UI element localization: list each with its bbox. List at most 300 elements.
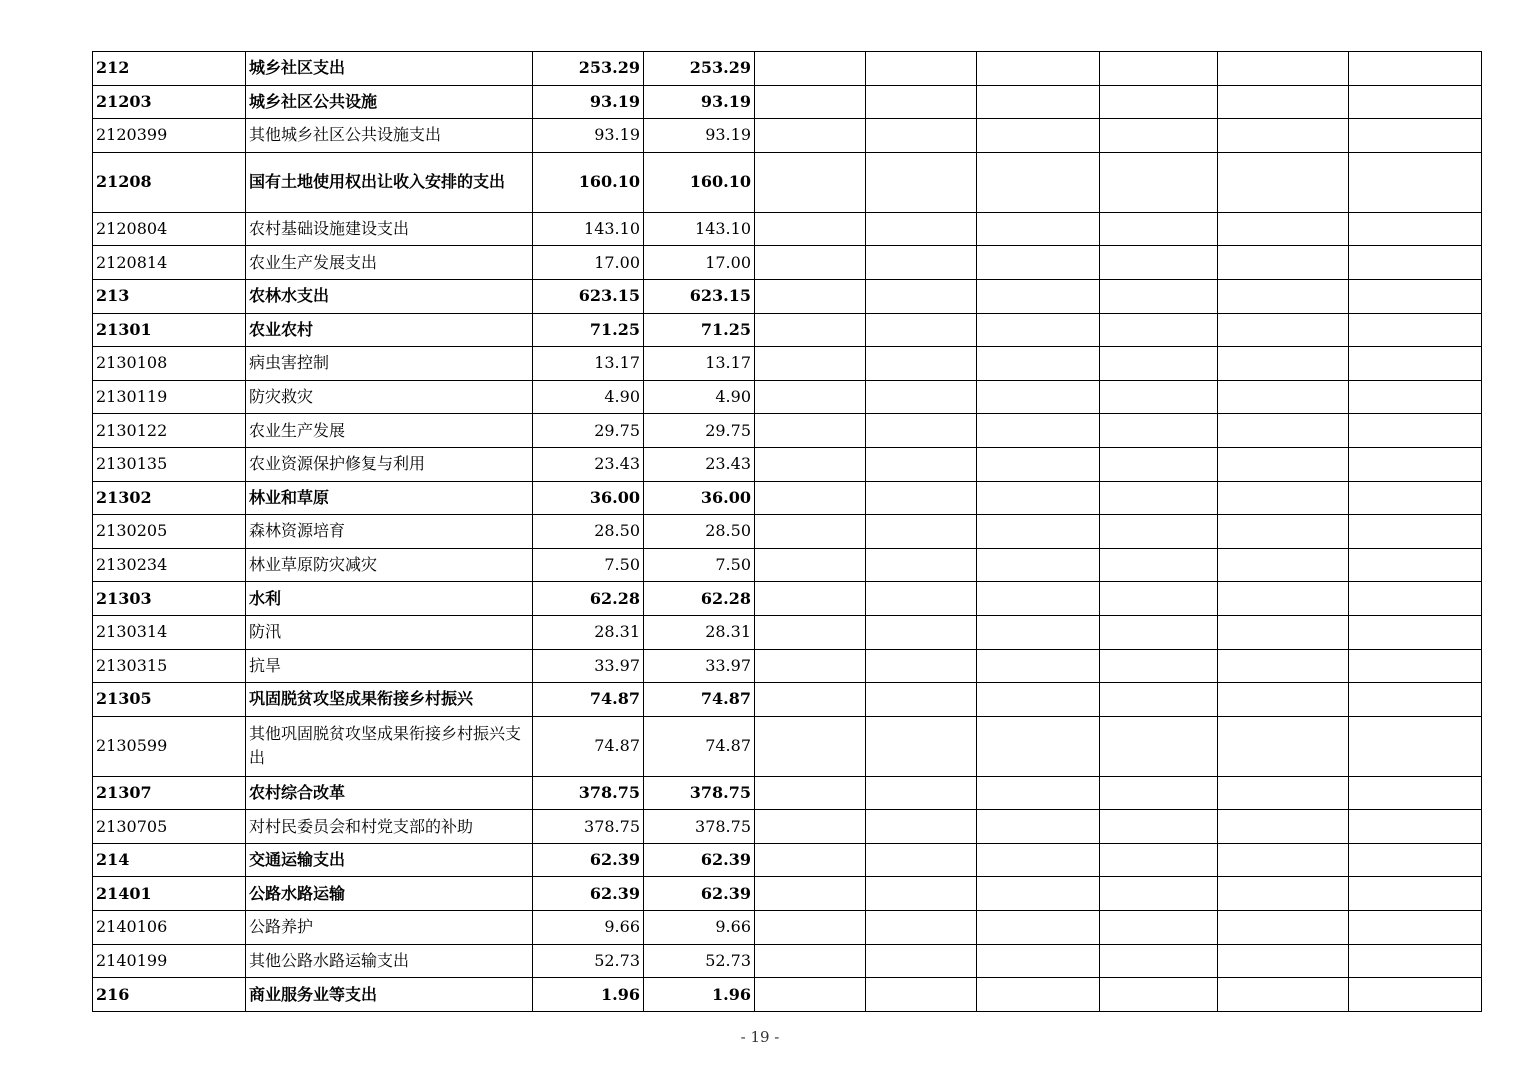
empty-cell bbox=[1218, 548, 1349, 582]
empty-cell bbox=[1100, 716, 1218, 776]
empty-cell bbox=[977, 481, 1100, 515]
table-row bbox=[93, 548, 1482, 582]
empty-cell bbox=[866, 85, 977, 119]
row-value-cell: 74.87 bbox=[533, 683, 644, 717]
empty-cell bbox=[977, 279, 1100, 313]
row-value-cell: 28.50 bbox=[533, 515, 644, 549]
empty-cell bbox=[1218, 347, 1349, 381]
table-row bbox=[93, 246, 1482, 280]
budget-table bbox=[92, 51, 1482, 1012]
empty-cell bbox=[1349, 119, 1482, 153]
empty-cell bbox=[977, 810, 1100, 844]
row-code-cell: 2130234 bbox=[93, 548, 246, 582]
empty-cell bbox=[866, 313, 977, 347]
row-name-cell: 巩固脱贫攻坚成果衔接乡村振兴 bbox=[246, 683, 533, 717]
empty-cell bbox=[1218, 481, 1349, 515]
empty-cell bbox=[977, 843, 1100, 877]
empty-cell bbox=[1218, 716, 1349, 776]
row-code-cell: 21203 bbox=[93, 85, 246, 119]
empty-cell bbox=[866, 212, 977, 246]
row-code-cell: 2130705 bbox=[93, 810, 246, 844]
empty-cell bbox=[1349, 716, 1482, 776]
empty-cell bbox=[1349, 279, 1482, 313]
row-value-cell: 7.50 bbox=[644, 548, 755, 582]
empty-cell bbox=[755, 843, 866, 877]
empty-cell bbox=[1218, 683, 1349, 717]
empty-cell bbox=[866, 414, 977, 448]
empty-cell bbox=[1218, 877, 1349, 911]
empty-cell bbox=[1218, 313, 1349, 347]
row-name-cell: 农业农村 bbox=[246, 313, 533, 347]
empty-cell bbox=[866, 683, 977, 717]
empty-cell bbox=[977, 85, 1100, 119]
table-row bbox=[93, 582, 1482, 616]
empty-cell bbox=[755, 347, 866, 381]
empty-cell bbox=[1218, 911, 1349, 945]
row-value-cell: 253.29 bbox=[644, 52, 755, 86]
row-code-cell: 2130599 bbox=[93, 716, 246, 776]
empty-cell bbox=[1349, 615, 1482, 649]
row-name-cell: 农林水支出 bbox=[246, 279, 533, 313]
row-value-cell: 4.90 bbox=[644, 380, 755, 414]
empty-cell bbox=[755, 776, 866, 810]
empty-cell bbox=[866, 978, 977, 1012]
empty-cell bbox=[866, 152, 977, 212]
empty-cell bbox=[1349, 152, 1482, 212]
empty-cell bbox=[977, 246, 1100, 280]
row-code-cell: 216 bbox=[93, 978, 246, 1012]
row-value-cell: 29.75 bbox=[533, 414, 644, 448]
row-value-cell: 7.50 bbox=[533, 548, 644, 582]
row-value-cell: 74.87 bbox=[644, 716, 755, 776]
empty-cell bbox=[1349, 246, 1482, 280]
empty-cell bbox=[1218, 85, 1349, 119]
empty-cell bbox=[755, 978, 866, 1012]
row-value-cell: 33.97 bbox=[644, 649, 755, 683]
row-value-cell: 33.97 bbox=[533, 649, 644, 683]
row-code-cell: 21401 bbox=[93, 877, 246, 911]
row-code-cell: 2120399 bbox=[93, 119, 246, 153]
row-code-cell: 2130314 bbox=[93, 615, 246, 649]
empty-cell bbox=[755, 152, 866, 212]
row-value-cell: 253.29 bbox=[533, 52, 644, 86]
row-value-cell: 13.17 bbox=[644, 347, 755, 381]
row-value-cell: 62.39 bbox=[644, 843, 755, 877]
empty-cell bbox=[1218, 119, 1349, 153]
empty-cell bbox=[755, 548, 866, 582]
empty-cell bbox=[1349, 414, 1482, 448]
row-value-cell: 28.31 bbox=[644, 615, 755, 649]
row-value-cell: 378.75 bbox=[644, 810, 755, 844]
empty-cell bbox=[1218, 776, 1349, 810]
empty-cell bbox=[1218, 649, 1349, 683]
empty-cell bbox=[866, 548, 977, 582]
empty-cell bbox=[755, 246, 866, 280]
row-value-cell: 62.39 bbox=[533, 877, 644, 911]
row-code-cell: 2130119 bbox=[93, 380, 246, 414]
row-name-cell: 抗旱 bbox=[246, 649, 533, 683]
row-name-cell: 公路水路运输 bbox=[246, 877, 533, 911]
empty-cell bbox=[977, 615, 1100, 649]
empty-cell bbox=[1100, 911, 1218, 945]
empty-cell bbox=[1349, 776, 1482, 810]
page-number: - 19 - bbox=[740, 1028, 780, 1046]
empty-cell bbox=[977, 548, 1100, 582]
empty-cell bbox=[1349, 843, 1482, 877]
row-value-cell: 62.39 bbox=[644, 877, 755, 911]
empty-cell bbox=[977, 978, 1100, 1012]
empty-cell bbox=[1100, 447, 1218, 481]
row-code-cell: 2130315 bbox=[93, 649, 246, 683]
table-row bbox=[93, 152, 1482, 212]
row-value-cell: 378.75 bbox=[533, 776, 644, 810]
row-code-cell: 21307 bbox=[93, 776, 246, 810]
row-value-cell: 623.15 bbox=[644, 279, 755, 313]
empty-cell bbox=[1100, 85, 1218, 119]
row-value-cell: 160.10 bbox=[644, 152, 755, 212]
empty-cell bbox=[977, 347, 1100, 381]
empty-cell bbox=[1100, 119, 1218, 153]
row-name-cell: 水利 bbox=[246, 582, 533, 616]
empty-cell bbox=[1218, 246, 1349, 280]
empty-cell bbox=[1100, 810, 1218, 844]
row-name-cell: 交通运输支出 bbox=[246, 843, 533, 877]
empty-cell bbox=[1100, 481, 1218, 515]
row-value-cell: 71.25 bbox=[533, 313, 644, 347]
row-value-cell: 1.96 bbox=[533, 978, 644, 1012]
empty-cell bbox=[866, 776, 977, 810]
empty-cell bbox=[866, 944, 977, 978]
empty-cell bbox=[755, 877, 866, 911]
empty-cell bbox=[977, 877, 1100, 911]
row-value-cell: 36.00 bbox=[644, 481, 755, 515]
row-code-cell: 2130135 bbox=[93, 447, 246, 481]
empty-cell bbox=[977, 944, 1100, 978]
row-name-cell: 防汛 bbox=[246, 615, 533, 649]
empty-cell bbox=[755, 212, 866, 246]
empty-cell bbox=[977, 649, 1100, 683]
row-code-cell: 2140106 bbox=[93, 911, 246, 945]
row-name-cell: 森林资源培育 bbox=[246, 515, 533, 549]
empty-cell bbox=[755, 52, 866, 86]
table-row bbox=[93, 119, 1482, 153]
row-value-cell: 9.66 bbox=[644, 911, 755, 945]
empty-cell bbox=[755, 810, 866, 844]
empty-cell bbox=[1100, 683, 1218, 717]
table-row bbox=[93, 716, 1482, 776]
row-name-cell: 农村基础设施建设支出 bbox=[246, 212, 533, 246]
row-name-cell: 国有土地使用权出让收入安排的支出 bbox=[246, 152, 533, 212]
empty-cell bbox=[1218, 944, 1349, 978]
empty-cell bbox=[1349, 212, 1482, 246]
table-body bbox=[93, 52, 1482, 1012]
empty-cell bbox=[1218, 978, 1349, 1012]
row-value-cell: 17.00 bbox=[644, 246, 755, 280]
empty-cell bbox=[1218, 810, 1349, 844]
table-row bbox=[93, 843, 1482, 877]
row-value-cell: 13.17 bbox=[533, 347, 644, 381]
empty-cell bbox=[1100, 649, 1218, 683]
empty-cell bbox=[977, 582, 1100, 616]
empty-cell bbox=[977, 911, 1100, 945]
empty-cell bbox=[866, 246, 977, 280]
row-value-cell: 62.28 bbox=[533, 582, 644, 616]
row-code-cell: 2120814 bbox=[93, 246, 246, 280]
row-code-cell: 21302 bbox=[93, 481, 246, 515]
empty-cell bbox=[866, 810, 977, 844]
empty-cell bbox=[1218, 843, 1349, 877]
empty-cell bbox=[1100, 279, 1218, 313]
empty-cell bbox=[866, 119, 977, 153]
empty-cell bbox=[1100, 548, 1218, 582]
empty-cell bbox=[977, 716, 1100, 776]
empty-cell bbox=[1218, 414, 1349, 448]
empty-cell bbox=[1218, 582, 1349, 616]
table-row bbox=[93, 615, 1482, 649]
row-code-cell: 21305 bbox=[93, 683, 246, 717]
row-value-cell: 29.75 bbox=[644, 414, 755, 448]
row-value-cell: 4.90 bbox=[533, 380, 644, 414]
empty-cell bbox=[866, 843, 977, 877]
empty-cell bbox=[1218, 152, 1349, 212]
row-value-cell: 17.00 bbox=[533, 246, 644, 280]
empty-cell bbox=[866, 716, 977, 776]
empty-cell bbox=[1100, 978, 1218, 1012]
empty-cell bbox=[755, 481, 866, 515]
empty-cell bbox=[1349, 347, 1482, 381]
empty-cell bbox=[866, 52, 977, 86]
row-value-cell: 28.31 bbox=[533, 615, 644, 649]
row-name-cell: 防灾救灾 bbox=[246, 380, 533, 414]
table-row bbox=[93, 347, 1482, 381]
table-row bbox=[93, 212, 1482, 246]
row-code-cell: 21301 bbox=[93, 313, 246, 347]
empty-cell bbox=[1100, 414, 1218, 448]
empty-cell bbox=[1349, 313, 1482, 347]
empty-cell bbox=[1218, 52, 1349, 86]
empty-cell bbox=[1100, 246, 1218, 280]
row-value-cell: 378.75 bbox=[533, 810, 644, 844]
empty-cell bbox=[1100, 944, 1218, 978]
empty-cell bbox=[977, 414, 1100, 448]
table-row bbox=[93, 313, 1482, 347]
empty-cell bbox=[1218, 615, 1349, 649]
empty-cell bbox=[755, 279, 866, 313]
empty-cell bbox=[755, 414, 866, 448]
empty-cell bbox=[866, 481, 977, 515]
row-value-cell: 71.25 bbox=[644, 313, 755, 347]
row-name-cell: 商业服务业等支出 bbox=[246, 978, 533, 1012]
table-row bbox=[93, 414, 1482, 448]
row-value-cell: 143.10 bbox=[644, 212, 755, 246]
table-row bbox=[93, 447, 1482, 481]
table-row bbox=[93, 52, 1482, 86]
empty-cell bbox=[1349, 380, 1482, 414]
row-value-cell: 52.73 bbox=[533, 944, 644, 978]
empty-cell bbox=[755, 649, 866, 683]
empty-cell bbox=[866, 649, 977, 683]
row-code-cell: 2120804 bbox=[93, 212, 246, 246]
row-name-cell: 病虫害控制 bbox=[246, 347, 533, 381]
empty-cell bbox=[1100, 843, 1218, 877]
row-value-cell: 23.43 bbox=[533, 447, 644, 481]
empty-cell bbox=[977, 447, 1100, 481]
empty-cell bbox=[1100, 152, 1218, 212]
table-row bbox=[93, 279, 1482, 313]
row-name-cell: 农村综合改革 bbox=[246, 776, 533, 810]
table-row bbox=[93, 877, 1482, 911]
row-value-cell: 62.39 bbox=[533, 843, 644, 877]
empty-cell bbox=[866, 279, 977, 313]
row-name-cell: 林业草原防灾减灾 bbox=[246, 548, 533, 582]
row-code-cell: 21303 bbox=[93, 582, 246, 616]
empty-cell bbox=[977, 52, 1100, 86]
empty-cell bbox=[1349, 52, 1482, 86]
row-name-cell: 其他巩固脱贫攻坚成果衔接乡村振兴支出 bbox=[246, 716, 533, 776]
empty-cell bbox=[977, 313, 1100, 347]
row-value-cell: 1.96 bbox=[644, 978, 755, 1012]
table-row bbox=[93, 649, 1482, 683]
row-name-cell: 农业资源保护修复与利用 bbox=[246, 447, 533, 481]
empty-cell bbox=[977, 515, 1100, 549]
empty-cell bbox=[977, 776, 1100, 810]
empty-cell bbox=[1218, 279, 1349, 313]
table-row bbox=[93, 810, 1482, 844]
row-code-cell: 213 bbox=[93, 279, 246, 313]
row-value-cell: 74.87 bbox=[533, 716, 644, 776]
empty-cell bbox=[977, 683, 1100, 717]
row-name-cell: 农业生产发展支出 bbox=[246, 246, 533, 280]
row-value-cell: 28.50 bbox=[644, 515, 755, 549]
row-name-cell: 对村民委员会和村党支部的补助 bbox=[246, 810, 533, 844]
empty-cell bbox=[755, 911, 866, 945]
row-code-cell: 2140199 bbox=[93, 944, 246, 978]
row-value-cell: 93.19 bbox=[533, 119, 644, 153]
empty-cell bbox=[977, 152, 1100, 212]
empty-cell bbox=[1218, 515, 1349, 549]
row-name-cell: 城乡社区支出 bbox=[246, 52, 533, 86]
row-value-cell: 23.43 bbox=[644, 447, 755, 481]
row-name-cell: 其他公路水路运输支出 bbox=[246, 944, 533, 978]
empty-cell bbox=[1218, 212, 1349, 246]
row-value-cell: 623.15 bbox=[533, 279, 644, 313]
empty-cell bbox=[866, 515, 977, 549]
empty-cell bbox=[1349, 85, 1482, 119]
empty-cell bbox=[755, 313, 866, 347]
empty-cell bbox=[1349, 447, 1482, 481]
empty-cell bbox=[1100, 212, 1218, 246]
empty-cell bbox=[1100, 380, 1218, 414]
table-row bbox=[93, 380, 1482, 414]
table-row bbox=[93, 481, 1482, 515]
empty-cell bbox=[1349, 649, 1482, 683]
row-name-cell: 农业生产发展 bbox=[246, 414, 533, 448]
table-row bbox=[93, 776, 1482, 810]
empty-cell bbox=[866, 347, 977, 381]
row-code-cell: 21208 bbox=[93, 152, 246, 212]
empty-cell bbox=[1100, 582, 1218, 616]
row-value-cell: 62.28 bbox=[644, 582, 755, 616]
empty-cell bbox=[1100, 347, 1218, 381]
empty-cell bbox=[866, 877, 977, 911]
empty-cell bbox=[755, 683, 866, 717]
empty-cell bbox=[1218, 380, 1349, 414]
empty-cell bbox=[1100, 515, 1218, 549]
table-row bbox=[93, 515, 1482, 549]
empty-cell bbox=[1349, 944, 1482, 978]
row-code-cell: 2130108 bbox=[93, 347, 246, 381]
empty-cell bbox=[755, 447, 866, 481]
row-value-cell: 93.19 bbox=[533, 85, 644, 119]
row-value-cell: 93.19 bbox=[644, 85, 755, 119]
empty-cell bbox=[1349, 515, 1482, 549]
empty-cell bbox=[755, 944, 866, 978]
empty-cell bbox=[755, 380, 866, 414]
row-value-cell: 74.87 bbox=[644, 683, 755, 717]
row-name-cell: 林业和草原 bbox=[246, 481, 533, 515]
table-row bbox=[93, 978, 1482, 1012]
empty-cell bbox=[866, 615, 977, 649]
row-value-cell: 36.00 bbox=[533, 481, 644, 515]
table-row bbox=[93, 85, 1482, 119]
row-value-cell: 160.10 bbox=[533, 152, 644, 212]
row-code-cell: 214 bbox=[93, 843, 246, 877]
row-value-cell: 93.19 bbox=[644, 119, 755, 153]
row-name-cell: 城乡社区公共设施 bbox=[246, 85, 533, 119]
empty-cell bbox=[866, 380, 977, 414]
empty-cell bbox=[977, 380, 1100, 414]
empty-cell bbox=[1349, 683, 1482, 717]
row-value-cell: 52.73 bbox=[644, 944, 755, 978]
empty-cell bbox=[755, 716, 866, 776]
table-row bbox=[93, 911, 1482, 945]
row-name-cell: 公路养护 bbox=[246, 911, 533, 945]
table-row bbox=[93, 944, 1482, 978]
row-code-cell: 2130205 bbox=[93, 515, 246, 549]
table-row bbox=[93, 683, 1482, 717]
empty-cell bbox=[755, 119, 866, 153]
empty-cell bbox=[1349, 877, 1482, 911]
row-name-cell: 其他城乡社区公共设施支出 bbox=[246, 119, 533, 153]
empty-cell bbox=[866, 582, 977, 616]
empty-cell bbox=[1349, 548, 1482, 582]
empty-cell bbox=[1349, 911, 1482, 945]
empty-cell bbox=[1349, 582, 1482, 616]
empty-cell bbox=[1349, 810, 1482, 844]
empty-cell bbox=[755, 515, 866, 549]
empty-cell bbox=[1100, 52, 1218, 86]
empty-cell bbox=[1100, 776, 1218, 810]
empty-cell bbox=[1218, 447, 1349, 481]
empty-cell bbox=[755, 615, 866, 649]
empty-cell bbox=[1349, 978, 1482, 1012]
row-code-cell: 2130122 bbox=[93, 414, 246, 448]
row-code-cell: 212 bbox=[93, 52, 246, 86]
empty-cell bbox=[755, 582, 866, 616]
empty-cell bbox=[866, 911, 977, 945]
empty-cell bbox=[1100, 313, 1218, 347]
row-value-cell: 9.66 bbox=[533, 911, 644, 945]
empty-cell bbox=[977, 119, 1100, 153]
empty-cell bbox=[977, 212, 1100, 246]
row-value-cell: 378.75 bbox=[644, 776, 755, 810]
empty-cell bbox=[1100, 877, 1218, 911]
empty-cell bbox=[1100, 615, 1218, 649]
empty-cell bbox=[1349, 481, 1482, 515]
row-value-cell: 143.10 bbox=[533, 212, 644, 246]
empty-cell bbox=[755, 85, 866, 119]
empty-cell bbox=[866, 447, 977, 481]
